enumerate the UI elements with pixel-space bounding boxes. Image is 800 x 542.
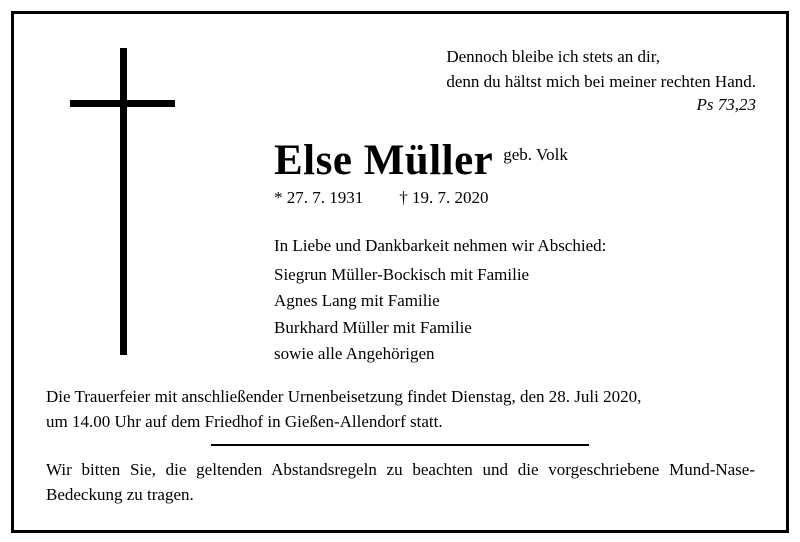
cross-icon-crossbar: [70, 100, 175, 107]
verse-source: Ps 73,23: [696, 95, 756, 114]
deceased-birth-name: geb. Volk: [503, 145, 568, 164]
death-date: † 19. 7. 2020: [399, 188, 489, 207]
ceremony-line: um 14.00 Uhr auf dem Friedhof in Gießen-Allendorf statt.: [46, 412, 443, 431]
mourners-intro: In Liebe und Dankbarkeit nehmen wir Abschied:: [274, 236, 607, 255]
deceased-heading: [274, 136, 568, 185]
deceased-name: Else Müller: [274, 137, 494, 184]
mourner-item: Burkhard Müller mit Familie: [274, 317, 472, 337]
verse-line: Dennoch bleibe ich stets an dir,: [446, 47, 660, 66]
mourners-list: [274, 233, 606, 368]
bible-verse: [446, 44, 756, 116]
cross-icon: [120, 48, 127, 355]
verse-line: denn du hältst mich bei meiner rechten Hand.: [446, 72, 756, 91]
distancing-request: Wir bitten Sie, die geltenden Abstandsregeln zu beachten und die vorgeschriebene Mund-Nase-Bedeckung zu tragen.: [46, 460, 755, 504]
separator-line: [211, 444, 589, 446]
mourner-item: sowie alle Angehörigen: [274, 344, 435, 363]
mourner-item: Siegrun Müller-Bockisch mit Familie: [274, 264, 530, 284]
ceremony-line: Die Trauerfeier mit anschließender Urnenbeisetzung findet Dienstag, den 28. Juli 2020,: [46, 387, 642, 406]
ceremony-info: [46, 384, 758, 434]
birth-date: * 27. 7. 1931: [274, 188, 364, 207]
life-dates: [274, 188, 489, 208]
mourner-item: Agnes Lang mit Familie: [274, 291, 440, 310]
